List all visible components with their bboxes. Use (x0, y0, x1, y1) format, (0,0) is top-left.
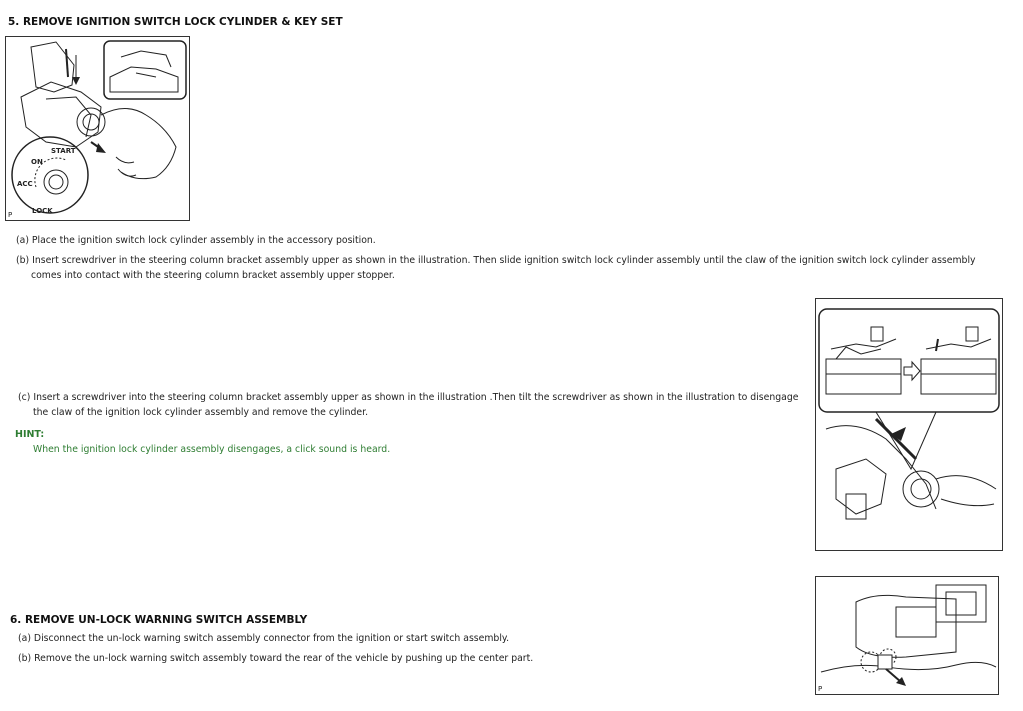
step-5b: (b) Insert screwdriver in the steering column bracket assembly upper as shown in the illustration. Then slide ignition switch lock cylinder assembly until the claw of the ignition switch lock cylinder assembly comes into contact with the steering column bracket assembly upper stopper. (16, 255, 976, 281)
ignition-cylinder-illustration (5, 36, 190, 221)
step-6a: (a) Disconnect the un-lock warning switch assembly connector from the ignition or start switch assembly. (18, 633, 510, 644)
fig1-label-lock: LOCK (32, 207, 53, 215)
step-6b: (b) Remove the un-lock warning switch assembly toward the rear of the vehicle by pushing up the center part. (18, 653, 534, 664)
step-5c: (c) Insert a screwdriver into the steering column bracket assembly upper as shown in the illustration .Then tilt the screwdriver as shown in the illustration to disengage the claw of the ignition lock cylinder assembly and remove the cylinder. (18, 392, 799, 418)
screwdriver-claw-illustration (815, 298, 1003, 551)
section-5-title: 5. REMOVE IGNITION SWITCH LOCK CYLINDER & KEY SET (8, 16, 343, 28)
fig1-label-start: START (51, 147, 76, 155)
section-6-title: 6. REMOVE UN-LOCK WARNING SWITCH ASSEMBLY (10, 614, 308, 626)
hint-text: When the ignition lock cylinder assembly disengages, a click sound is heard. (33, 444, 391, 455)
fig1-label-acc: ACC (17, 180, 33, 188)
step-5a: (a) Place the ignition switch lock cylinder assembly in the accessory position. (16, 235, 376, 246)
fig3-p-mark: P (818, 685, 823, 693)
fig1-p-mark: P (8, 211, 13, 219)
unlock-warning-switch-illustration (815, 576, 999, 695)
fig1-label-on: ON (31, 158, 43, 166)
hint-label: HINT: (15, 429, 45, 440)
